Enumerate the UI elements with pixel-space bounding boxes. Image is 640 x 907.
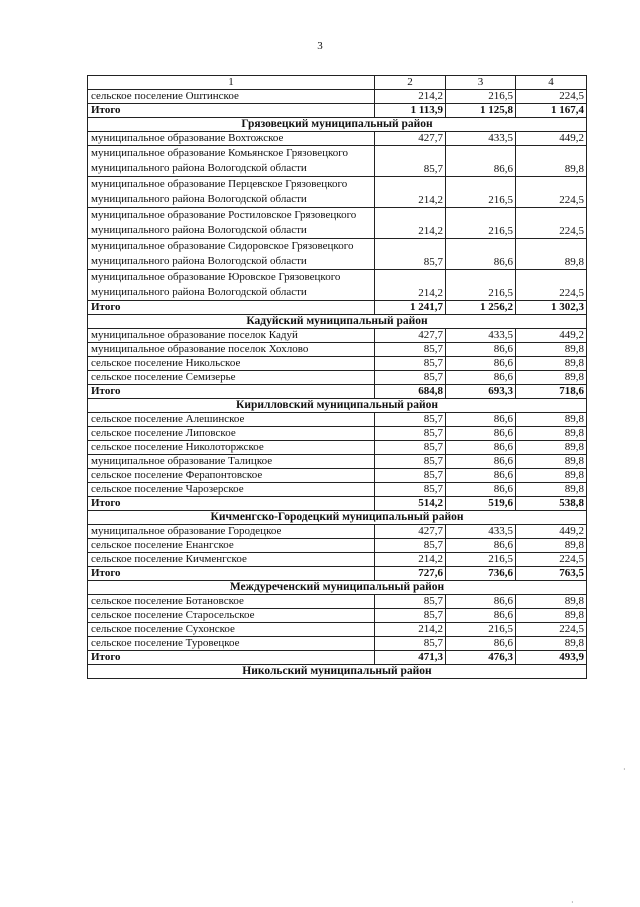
value-cell-col4: 449,2 [516, 329, 587, 343]
value-cell-col4: 224,5 [516, 177, 587, 208]
column-header-4: 4 [516, 76, 587, 90]
value-cell-col3: 216,5 [446, 553, 516, 567]
value-cell-col3: 519,6 [446, 497, 516, 511]
value-cell-col4: 224,5 [516, 553, 587, 567]
value-cell-col4: 224,5 [516, 90, 587, 104]
value-cell-col4: 89,8 [516, 455, 587, 469]
page-number: 3 [317, 40, 323, 52]
value-cell-col3: 86,6 [446, 371, 516, 385]
total-row [88, 497, 587, 511]
total-row [88, 301, 587, 315]
table-body [88, 76, 587, 679]
table-row [88, 413, 587, 427]
settlement-name: сельское поселение Николоторжское [88, 441, 375, 455]
value-cell-col3: 86,6 [446, 146, 516, 177]
settlement-name: муниципальное образование Перцевское Грязовецкого муниципального района Вологодской области [88, 177, 375, 208]
settlement-name: сельское поселение Чарозерское [88, 483, 375, 497]
value-cell-col3: 736,6 [446, 567, 516, 581]
value-cell-col3: 86,6 [446, 455, 516, 469]
value-cell-col4: 449,2 [516, 132, 587, 146]
column-header-2: 2 [375, 76, 446, 90]
table-row [88, 357, 587, 371]
value-cell-col4: 89,8 [516, 595, 587, 609]
value-cell-col3: 216,5 [446, 623, 516, 637]
value-cell-col4: 493,9 [516, 651, 587, 665]
value-cell-col3: 433,5 [446, 329, 516, 343]
value-cell-col2: 214,2 [375, 553, 446, 567]
table-row [88, 329, 587, 343]
table-row [88, 132, 587, 146]
value-cell-col3: 86,6 [446, 343, 516, 357]
value-cell-col2: 1 241,7 [375, 301, 446, 315]
settlement-name: сельское поселение Сухонское [88, 623, 375, 637]
value-cell-col2: 85,7 [375, 441, 446, 455]
table-row [88, 525, 587, 539]
value-cell-col2: 85,7 [375, 371, 446, 385]
value-cell-col3: 476,3 [446, 651, 516, 665]
table-row [88, 90, 587, 104]
value-cell-col3: 86,6 [446, 469, 516, 483]
value-cell-col2: 85,7 [375, 483, 446, 497]
value-cell-col3: 216,5 [446, 177, 516, 208]
district-header-row [88, 511, 587, 525]
district-header-row [88, 399, 587, 413]
total-label: Итого [88, 385, 375, 399]
settlement-name: сельское поселение Старосельское [88, 609, 375, 623]
settlement-name: муниципальное образование поселок Кадуй [88, 329, 375, 343]
value-cell-col2: 85,7 [375, 609, 446, 623]
value-cell-col3: 433,5 [446, 525, 516, 539]
table-row [88, 371, 587, 385]
settlement-name: муниципальное образование Комьянское Грязовецкого муниципального района Вологодской области [88, 146, 375, 177]
value-cell-col3: 216,5 [446, 90, 516, 104]
value-cell-col3: 86,6 [446, 539, 516, 553]
value-cell-col3: 86,6 [446, 609, 516, 623]
value-cell-col2: 427,7 [375, 132, 446, 146]
settlement-name: сельское поселение Енангское [88, 539, 375, 553]
value-cell-col4: 718,6 [516, 385, 587, 399]
table-row [88, 455, 587, 469]
value-cell-col4: 89,8 [516, 371, 587, 385]
district-header-row [88, 315, 587, 329]
value-cell-col3: 1 125,8 [446, 104, 516, 118]
table-row [88, 208, 587, 239]
scan-mark: · [623, 765, 626, 774]
total-row [88, 104, 587, 118]
value-cell-col2: 85,7 [375, 455, 446, 469]
table-row [88, 469, 587, 483]
value-cell-col4: 89,8 [516, 146, 587, 177]
table-row [88, 539, 587, 553]
value-cell-col3: 86,6 [446, 637, 516, 651]
settlement-name: сельское поселение Кичменгское [88, 553, 375, 567]
settlement-name: муниципальное образование Вохтожское [88, 132, 375, 146]
value-cell-col2: 684,8 [375, 385, 446, 399]
value-cell-col4: 89,8 [516, 469, 587, 483]
value-cell-col4: 89,8 [516, 427, 587, 441]
value-cell-col2: 85,7 [375, 357, 446, 371]
total-row [88, 567, 587, 581]
value-cell-col3: 216,5 [446, 270, 516, 301]
value-cell-col4: 538,8 [516, 497, 587, 511]
district-header-row [88, 581, 587, 595]
value-cell-col4: 1 302,3 [516, 301, 587, 315]
value-cell-col4: 89,8 [516, 483, 587, 497]
district-name: Междуреченский муниципальный район [88, 581, 587, 595]
value-cell-col3: 86,6 [446, 239, 516, 270]
table-row [88, 623, 587, 637]
value-cell-col4: 224,5 [516, 208, 587, 239]
settlement-name: муниципальное образование Юровское Грязовецкого муниципального района Вологодской области [88, 270, 375, 301]
table-row [88, 637, 587, 651]
settlement-name: сельское поселение Никольское [88, 357, 375, 371]
table-row [88, 270, 587, 301]
table-row [88, 553, 587, 567]
table-row [88, 441, 587, 455]
value-cell-col2: 1 113,9 [375, 104, 446, 118]
value-cell-col4: 89,8 [516, 343, 587, 357]
table-header-row [88, 76, 587, 90]
value-cell-col2: 214,2 [375, 90, 446, 104]
settlement-name: муниципальное образование Городецкое [88, 525, 375, 539]
district-name: Грязовецкий муниципальный район [88, 118, 587, 132]
table-row [88, 609, 587, 623]
value-cell-col2: 85,7 [375, 427, 446, 441]
value-cell-col2: 85,7 [375, 539, 446, 553]
value-cell-col3: 86,6 [446, 595, 516, 609]
scan-mark: · [571, 898, 574, 907]
table-row [88, 427, 587, 441]
value-cell-col2: 85,7 [375, 239, 446, 270]
value-cell-col2: 214,2 [375, 208, 446, 239]
value-cell-col4: 89,8 [516, 357, 587, 371]
value-cell-col2: 85,7 [375, 469, 446, 483]
value-cell-col4: 763,5 [516, 567, 587, 581]
value-cell-col4: 1 167,4 [516, 104, 587, 118]
value-cell-col4: 449,2 [516, 525, 587, 539]
value-cell-col2: 427,7 [375, 329, 446, 343]
value-cell-col2: 85,7 [375, 595, 446, 609]
settlement-name: муниципальное образование Талицкое [88, 455, 375, 469]
settlement-name: сельское поселение Алешинское [88, 413, 375, 427]
value-cell-col2: 514,2 [375, 497, 446, 511]
value-cell-col2: 85,7 [375, 637, 446, 651]
total-label: Итого [88, 651, 375, 665]
settlement-name: муниципальное образование поселок Хохлово [88, 343, 375, 357]
district-header-row [88, 665, 587, 679]
value-cell-col2: 85,7 [375, 343, 446, 357]
value-cell-col2: 214,2 [375, 623, 446, 637]
column-header-3: 3 [446, 76, 516, 90]
total-label: Итого [88, 567, 375, 581]
value-cell-col4: 89,8 [516, 539, 587, 553]
value-cell-col3: 86,6 [446, 357, 516, 371]
settlement-name: сельское поселение Ферапонтовское [88, 469, 375, 483]
value-cell-col4: 224,5 [516, 270, 587, 301]
value-cell-col3: 1 256,2 [446, 301, 516, 315]
budget-table [87, 75, 587, 679]
table-row [88, 239, 587, 270]
total-label: Итого [88, 497, 375, 511]
value-cell-col2: 85,7 [375, 413, 446, 427]
value-cell-col3: 86,6 [446, 427, 516, 441]
value-cell-col3: 86,6 [446, 441, 516, 455]
total-label: Итого [88, 301, 375, 315]
value-cell-col3: 216,5 [446, 208, 516, 239]
settlement-name: сельское поселение Липовское [88, 427, 375, 441]
table-row [88, 595, 587, 609]
table-row [88, 146, 587, 177]
value-cell-col4: 89,8 [516, 609, 587, 623]
value-cell-col3: 86,6 [446, 483, 516, 497]
settlement-name: муниципальное образование Сидоровское Грязовецкого муниципального района Вологодской области [88, 239, 375, 270]
table-row [88, 343, 587, 357]
settlement-name: сельское поселение Семизерье [88, 371, 375, 385]
district-name: Кичменгско-Городецкий муниципальный район [88, 511, 587, 525]
value-cell-col2: 85,7 [375, 146, 446, 177]
settlement-name: сельское поселение Туровецкое [88, 637, 375, 651]
value-cell-col4: 89,8 [516, 441, 587, 455]
value-cell-col3: 86,6 [446, 413, 516, 427]
column-header-1: 1 [88, 76, 375, 90]
table-row [88, 483, 587, 497]
value-cell-col4: 89,8 [516, 239, 587, 270]
district-name: Кирилловский муниципальный район [88, 399, 587, 413]
value-cell-col2: 427,7 [375, 525, 446, 539]
total-row [88, 385, 587, 399]
settlement-name: сельское поселение Оштинское [88, 90, 375, 104]
value-cell-col3: 693,3 [446, 385, 516, 399]
value-cell-col4: 89,8 [516, 413, 587, 427]
settlement-name: сельское поселение Ботановское [88, 595, 375, 609]
value-cell-col2: 214,2 [375, 270, 446, 301]
total-row [88, 651, 587, 665]
value-cell-col2: 214,2 [375, 177, 446, 208]
value-cell-col2: 471,3 [375, 651, 446, 665]
district-name: Кадуйский муниципальный район [88, 315, 587, 329]
value-cell-col3: 433,5 [446, 132, 516, 146]
table-row [88, 177, 587, 208]
settlement-name: муниципальное образование Ростиловское Грязовецкого муниципального района Вологодской области [88, 208, 375, 239]
value-cell-col4: 89,8 [516, 637, 587, 651]
value-cell-col2: 727,6 [375, 567, 446, 581]
district-header-row [88, 118, 587, 132]
total-label: Итого [88, 104, 375, 118]
value-cell-col4: 224,5 [516, 623, 587, 637]
district-name: Никольский муниципальный район [88, 665, 587, 679]
